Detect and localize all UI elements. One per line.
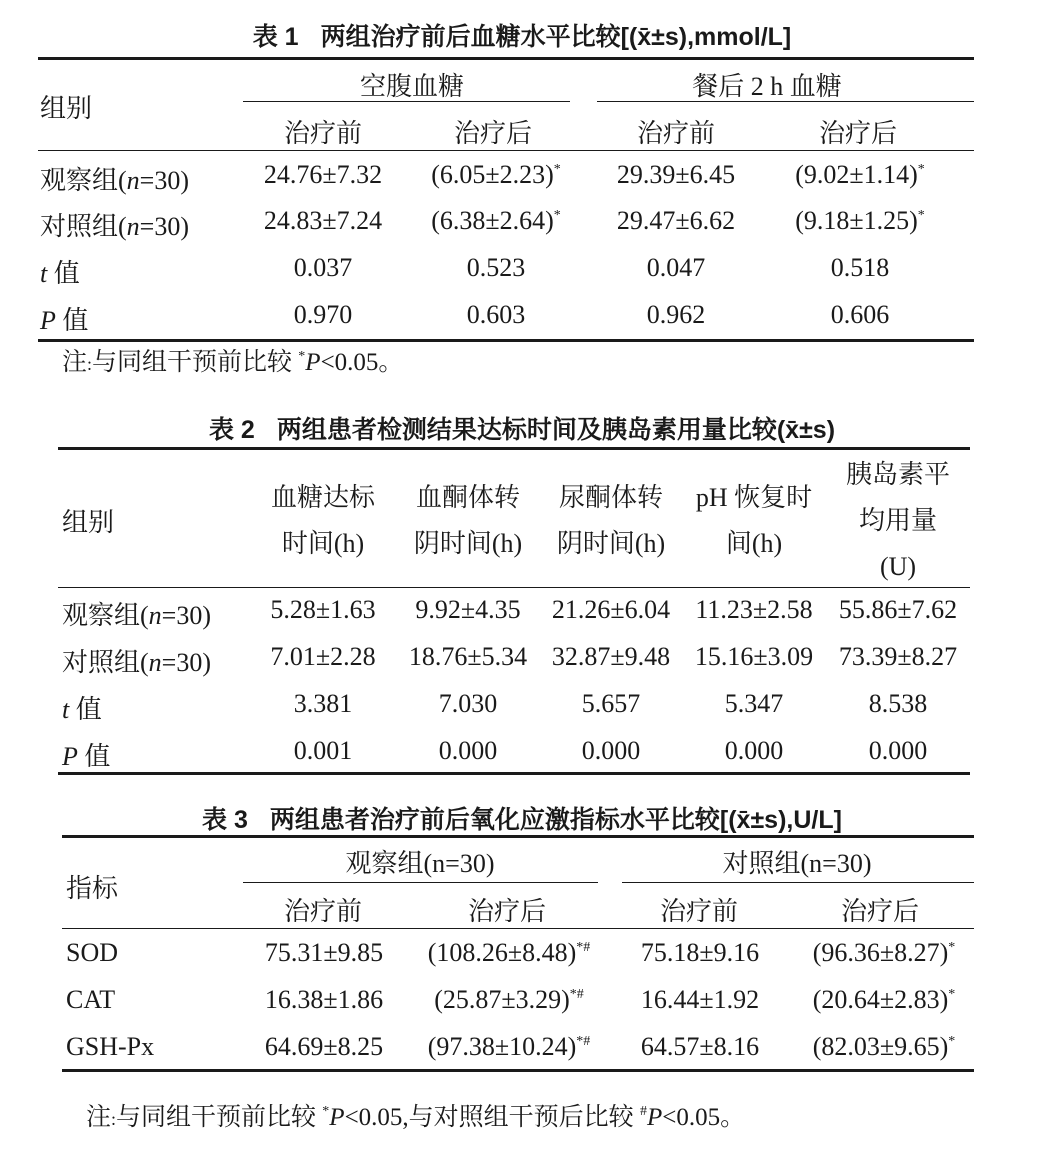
- table2-number: 表 2: [208, 416, 255, 444]
- table1-colgroup-fasting: 空腹血糖: [359, 72, 465, 101]
- table1-cell: 0.047: [646, 253, 706, 282]
- table2-top-rule: [58, 447, 970, 450]
- table1-cell: 0.037: [293, 253, 353, 282]
- table3-cell: (97.38±10.24)*#: [427, 1032, 591, 1061]
- table3-cell: 16.44±1.92: [640, 985, 760, 1014]
- table2-cell: 55.86±7.62: [838, 595, 958, 624]
- table2-row-label: 观察组(n=30): [62, 601, 211, 630]
- table1-note: 注:与同组干预前比较 *P<0.05。: [62, 349, 404, 376]
- table3-top-rule: [62, 835, 974, 838]
- table1-subheader-1: 治疗前: [283, 119, 363, 148]
- table1-subheader-3: 治疗前: [636, 119, 716, 148]
- table2-cell: 15.16±3.09: [694, 642, 814, 671]
- table1-title-stat: [(x̄±s),mmol/L]: [620, 23, 792, 51]
- table2-cell: 5.347: [724, 689, 784, 718]
- table1-group-header: 组别: [40, 94, 93, 123]
- table3-cell: 75.31±9.85: [264, 938, 384, 967]
- table2-cell: 0.001: [293, 736, 353, 765]
- table2-column-header-line: 时间(h): [281, 529, 365, 558]
- table3-subheader-4: 治疗后: [840, 897, 920, 926]
- table3-group-rule-left: [243, 882, 598, 883]
- table1-cell: 0.523: [466, 253, 526, 282]
- table3-bottom-rule: [62, 1069, 974, 1072]
- table3-colgroup-observation: 观察组(n=30): [345, 849, 495, 878]
- table1-subheader-4: 治疗后: [818, 119, 898, 148]
- table3-cell: (96.36±8.27)*: [812, 938, 956, 967]
- table3-header-rule: [62, 928, 974, 929]
- table2-cell: 18.76±5.34: [408, 642, 528, 671]
- table2-column-header-line: 血糖达标: [270, 483, 376, 512]
- table3-title-text: 两组患者治疗前后氧化应激指标水平比较: [269, 806, 720, 834]
- table3-cell: 16.38±1.86: [264, 985, 384, 1014]
- table3-row-label: GSH-Px: [66, 1032, 155, 1061]
- table3-row-label: SOD: [66, 938, 119, 967]
- table2-cell: 0.000: [868, 736, 928, 765]
- table1-row-label: 对照组(n=30): [40, 212, 189, 241]
- table3-cell: (108.26±8.48)*#: [427, 938, 591, 967]
- table1-cell: (6.05±2.23)*: [431, 160, 561, 189]
- table2-header-rule: [58, 587, 970, 588]
- table1-cell: 0.606: [830, 300, 890, 329]
- table3-cell: (82.03±9.65)*: [812, 1032, 956, 1061]
- table3-subheader-1: 治疗前: [283, 897, 363, 926]
- table2-cell: 0.000: [581, 736, 641, 765]
- table2-row-label: P 值: [62, 742, 111, 771]
- table2-column-header-line: 血酮体转: [415, 483, 521, 512]
- table1-cell: (9.18±1.25)*: [795, 206, 925, 235]
- table3-cell: (20.64±2.83)*: [812, 985, 956, 1014]
- table2-cell: 5.657: [581, 689, 641, 718]
- table1-cell: (9.02±1.14)*: [795, 160, 925, 189]
- table2-column-header-line: 间(h): [725, 529, 783, 558]
- table2-group-header: 组别: [62, 508, 115, 537]
- table1-number: 表 1: [252, 23, 299, 51]
- table1-colgroup-postprandial: 餐后 2 h 血糖: [692, 72, 842, 101]
- table3-cell: 64.69±8.25: [264, 1032, 384, 1061]
- table3-cell: (25.87±3.29)*#: [434, 985, 584, 1014]
- table3-subheader-2: 治疗后: [467, 897, 547, 926]
- table1-group-rule-left: [243, 101, 570, 102]
- table1-cell: 0.518: [830, 253, 890, 282]
- table3-cell: 64.57±8.16: [640, 1032, 760, 1061]
- table2-bottom-rule: [58, 772, 970, 775]
- table1-cell: 0.970: [293, 300, 353, 329]
- table1-cell: 0.962: [646, 300, 706, 329]
- table2-column-header-line: (U): [879, 552, 917, 581]
- table2-title-stat: (x̄±s): [776, 416, 836, 444]
- table2-column-header-line: 胰岛素平: [845, 460, 951, 489]
- table2-cell: 0.000: [724, 736, 784, 765]
- table1-subheader-2: 治疗后: [453, 119, 533, 148]
- table1-cell: 29.39±6.45: [616, 160, 736, 189]
- table2-cell: 7.01±2.28: [270, 642, 376, 671]
- table1-cell: 29.47±6.62: [616, 206, 736, 235]
- table2-row-label: t 值: [62, 695, 102, 724]
- table2-cell: 8.538: [868, 689, 928, 718]
- table1-cell: 24.76±7.32: [263, 160, 383, 189]
- table1-title: [0, 17, 1044, 53]
- table3-group-header: 指标: [66, 874, 119, 903]
- table1-header-rule: [38, 150, 974, 151]
- table2-cell: 73.39±8.27: [838, 642, 958, 671]
- table1-title-text: 两组治疗前后血糖水平比较: [320, 23, 621, 51]
- table2-cell: 7.030: [438, 689, 498, 718]
- table1-row-label: t 值: [40, 259, 80, 288]
- table2-cell: 11.23±2.58: [695, 595, 813, 624]
- table1-cell: (6.38±2.64)*: [431, 206, 561, 235]
- table3-colgroup-control: 对照组(n=30): [722, 849, 872, 878]
- table2-column-header-line: pH 恢复时: [695, 483, 813, 512]
- table2-cell: 32.87±9.48: [551, 642, 671, 671]
- table3-number: 表 3: [202, 806, 248, 834]
- table3-title: [0, 800, 1044, 836]
- table3-subheader-3: 治疗前: [659, 897, 739, 926]
- table2-cell: 21.26±6.04: [551, 595, 671, 624]
- table2-cell: 3.381: [293, 689, 353, 718]
- table2-title-text: 两组患者检测结果达标时间及胰岛素用量比较: [276, 416, 777, 444]
- table1-row-label: P 值: [40, 306, 89, 335]
- table3-note: 注:与同组干预前比较 *P<0.05,与对照组干预后比较 #P<0.05。: [86, 1104, 746, 1131]
- table1-top-rule: [38, 57, 974, 60]
- table1-row-label: 观察组(n=30): [40, 166, 189, 195]
- table1-cell: 0.603: [466, 300, 526, 329]
- table3-cell: 75.18±9.16: [640, 938, 760, 967]
- table1-group-rule-right: [597, 101, 974, 102]
- table2-column-header-line: 尿酮体转: [558, 483, 664, 512]
- table2-column-header-line: 均用量: [858, 506, 938, 535]
- table2-cell: 9.92±4.35: [415, 595, 521, 624]
- table2-column-header-line: 阴时间(h): [413, 529, 523, 558]
- table2-cell: 5.28±1.63: [270, 595, 376, 624]
- table2-row-label: 对照组(n=30): [62, 648, 211, 677]
- table3-title-stat: [(x̄±s),U/L]: [719, 806, 842, 834]
- table1-cell: 24.83±7.24: [263, 206, 383, 235]
- table3-row-label: CAT: [66, 985, 116, 1014]
- table3-group-rule-right: [622, 882, 974, 883]
- table2-title: [0, 410, 1044, 446]
- table2-cell: 0.000: [438, 736, 498, 765]
- table2-column-header-line: 阴时间(h): [556, 529, 666, 558]
